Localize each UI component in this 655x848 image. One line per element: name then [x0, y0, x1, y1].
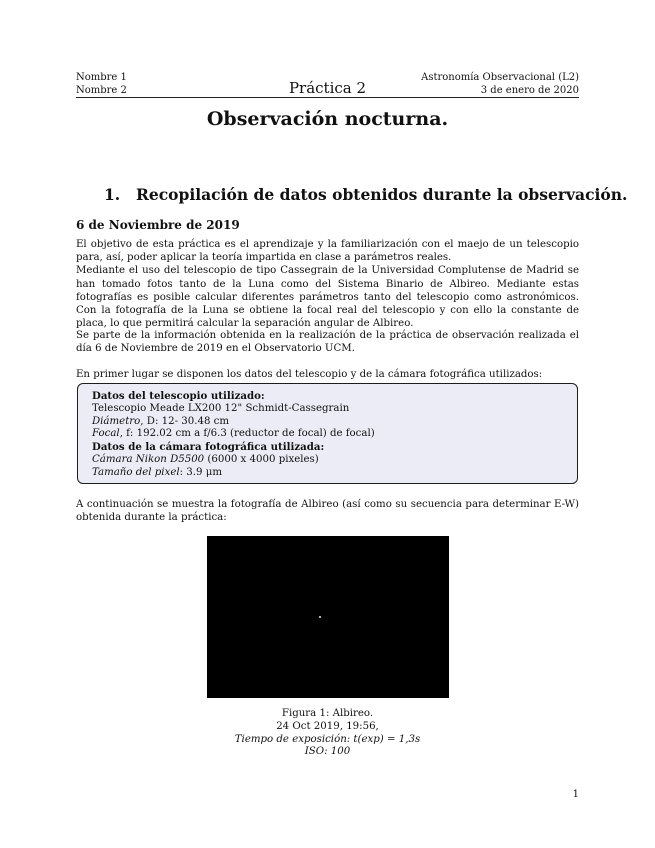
telescope-heading: Datos del telescopio utilizado:	[92, 390, 265, 402]
photo-intro-paragraph: A continuación se muestra la fotografía de Albireo (así como su secuencia para determinar E-W) obtenida durante la práctica:	[76, 499, 579, 524]
camera-line	[92, 454, 375, 467]
section-heading	[104, 185, 627, 204]
source-paragraph: Se parte de la información obtenida en la realización de la práctica de observación realizada el día 6 de Noviembre de 2019 en el Observatorio UCM.	[76, 330, 579, 355]
focal-label: Focal	[92, 428, 120, 440]
header-title: Práctica 2	[288, 79, 367, 97]
diameter-value: , D: 12- 30.48 cm	[140, 415, 230, 427]
document-title: Observación nocturna.	[206, 108, 449, 130]
header-date: 3 de enero de 2020	[480, 85, 579, 96]
focal-value: , f: 192.02 cm a f/6.3 (reductor de focal) de focal)	[119, 428, 375, 440]
telescope-model: Telescopio Meade LX200 12" Schmidt-Cassegrain	[92, 402, 350, 414]
intro-paragraphs	[76, 238, 579, 330]
albireo-star	[319, 616, 321, 618]
subsection-heading: 6 de Noviembre de 2019	[76, 218, 240, 232]
camera-value: (6000 x 4000 pixeles)	[204, 453, 319, 465]
section-number: 1.	[104, 185, 121, 204]
pixel-label: Tamaño del pixel	[92, 466, 180, 478]
header-course-date	[421, 71, 579, 97]
figure-caption	[0, 708, 655, 759]
caption-exposure: Tiempo de exposición: t(exp) = 1,3s	[234, 733, 421, 745]
camera-heading: Datos de la cámara fotográfica utilizada:	[92, 441, 325, 454]
caption-date: 24 Oct 2019, 19:56,	[276, 720, 379, 732]
camera-label: Cámara Nikon D5500	[92, 453, 205, 465]
author-2: Nombre 2	[76, 85, 127, 96]
course-name: Astronomía Observacional (L2)	[421, 72, 579, 83]
intro-paragraph-2: Mediante el uso del telescopio de tipo Cassegrain de la Universidad Complutense de Madrid se han tomado fotos tanto de la Luna como del Sistema Binario de Albireo. Mediante estas fotografías es posible calcular diferentes parámetros tanto del telescopio como astronómicos. Con la fotografía de la Luna se obtiene la focal real del telescopio y con ello la constante de placa, lo que permitirá calcular la separación angular de Albireo.	[76, 265, 579, 330]
diameter-line	[92, 416, 375, 429]
equipment-data-box	[77, 383, 578, 484]
pixel-value: : 3.9 μm	[179, 466, 223, 478]
diameter-label: Diámetro	[92, 415, 141, 427]
author-1: Nombre 1	[76, 72, 127, 83]
data-intro-paragraph: En primer lugar se disponen los datos del telescopio y de la cámara fotográfica utilizados:	[76, 369, 543, 380]
page-number: 1	[572, 789, 579, 800]
caption-iso: ISO: 100	[304, 746, 351, 758]
pixel-line	[92, 467, 375, 480]
albireo-photo	[207, 536, 449, 698]
focal-line	[92, 428, 375, 441]
header-rule	[76, 97, 579, 98]
caption-title: Figura 1: Albireo.	[281, 708, 374, 719]
intro-paragraph-1: El objetivo de esta práctica es el aprendizaje y la familiarización con el maejo de un telescopio para, así, poder aplicar la teoría impartida en clase a parámetros reales.	[76, 239, 579, 264]
section-title: Recopilación de datos obtenidos durante la observación.	[136, 185, 628, 204]
